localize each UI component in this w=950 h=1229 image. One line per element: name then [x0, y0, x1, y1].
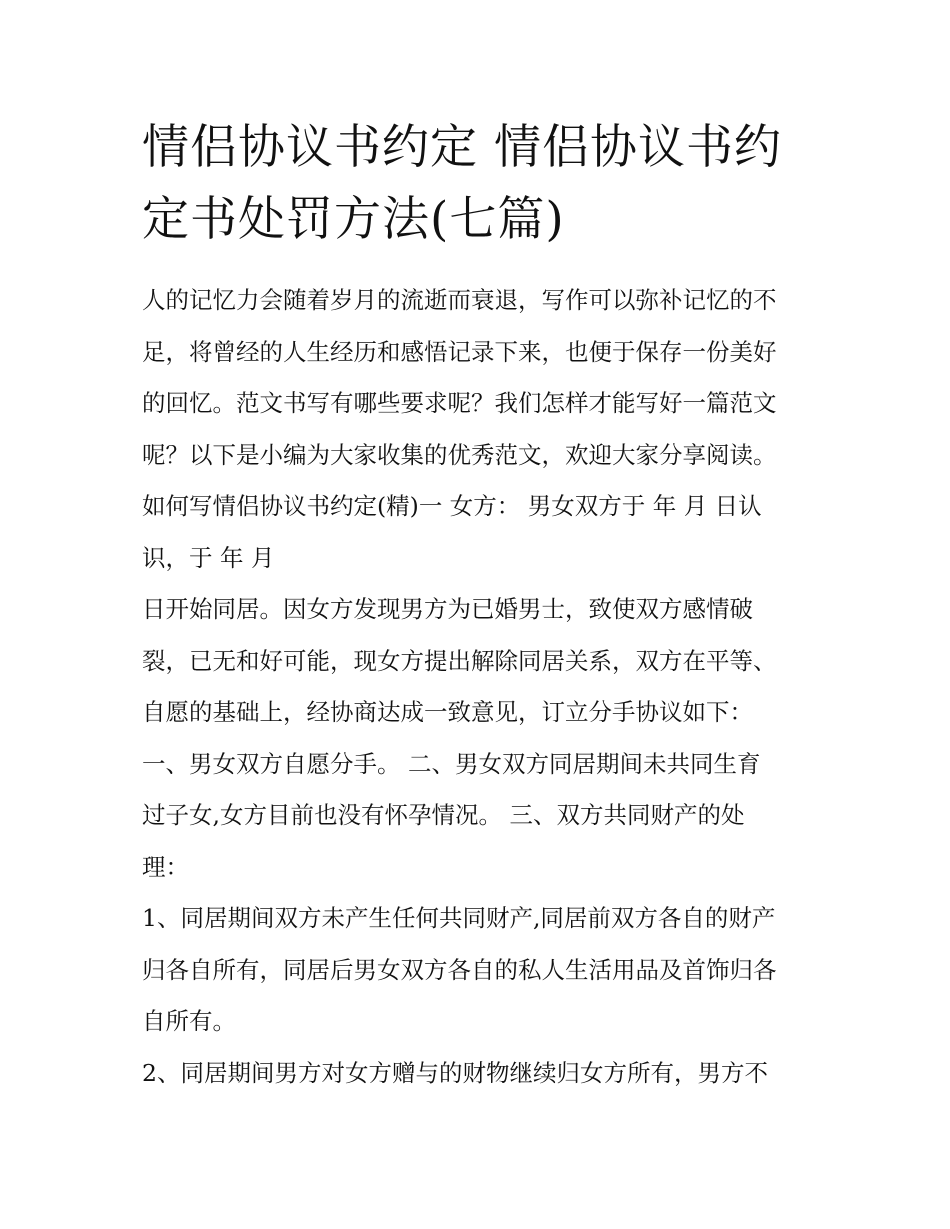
body-line: 识，于 年 月	[142, 543, 275, 572]
body-line: 一、男女双方自愿分手。 二、男女双方同居期间未共同生育	[142, 749, 761, 778]
body-line: 自所有。	[142, 1007, 236, 1035]
body-line: 1、同居期间双方未产生任何共同财产,同居前双方各自的财产	[142, 904, 776, 932]
body-line: 过子女,女方目前也没有怀孕情况。 三、双方共同财产的处	[142, 801, 745, 829]
body-line: 归各自所有，同居后男女双方各自的私人生活用品及首饰归各	[142, 955, 777, 984]
body-line: 呢？以下是小编为大家收集的优秀范文，欢迎大家分享阅读。	[142, 440, 777, 469]
document-title	[142, 112, 822, 256]
body-line: 裂，已无和好可能，现女方提出解除同居关系，双方在平等、	[142, 646, 777, 675]
body-line: 日开始同居。因女方发现男方为已婚男士，致使双方感情破	[142, 595, 753, 623]
body-line: 如何写情侣协议书约定(精)一 女方： 男女双方于 年 月 日认	[142, 492, 762, 520]
body-line: 自愿的基础上，经协商达成一致意见，订立分手协议如下：	[142, 698, 753, 726]
body-line: 的回忆。范文书写有哪些要求呢？我们怎样才能写好一篇范文	[142, 389, 777, 417]
body-line: 足，将曾经的人生经历和感悟记录下来，也便于保存一份美好	[142, 337, 777, 366]
body-line: 理：	[142, 852, 189, 881]
body-line: 人的记忆力会随着岁月的流逝而衰退，写作可以弥补记忆的不	[142, 286, 777, 314]
body-line: 2、同居期间男方对女方赠与的财物继续归女方所有，男方不	[142, 1058, 768, 1087]
title-line-2: 定书处罚方法(七篇)	[142, 192, 565, 247]
document-body	[142, 275, 822, 1099]
title-line-1: 情侣协议书约定 情侣协议书约	[142, 120, 782, 175]
